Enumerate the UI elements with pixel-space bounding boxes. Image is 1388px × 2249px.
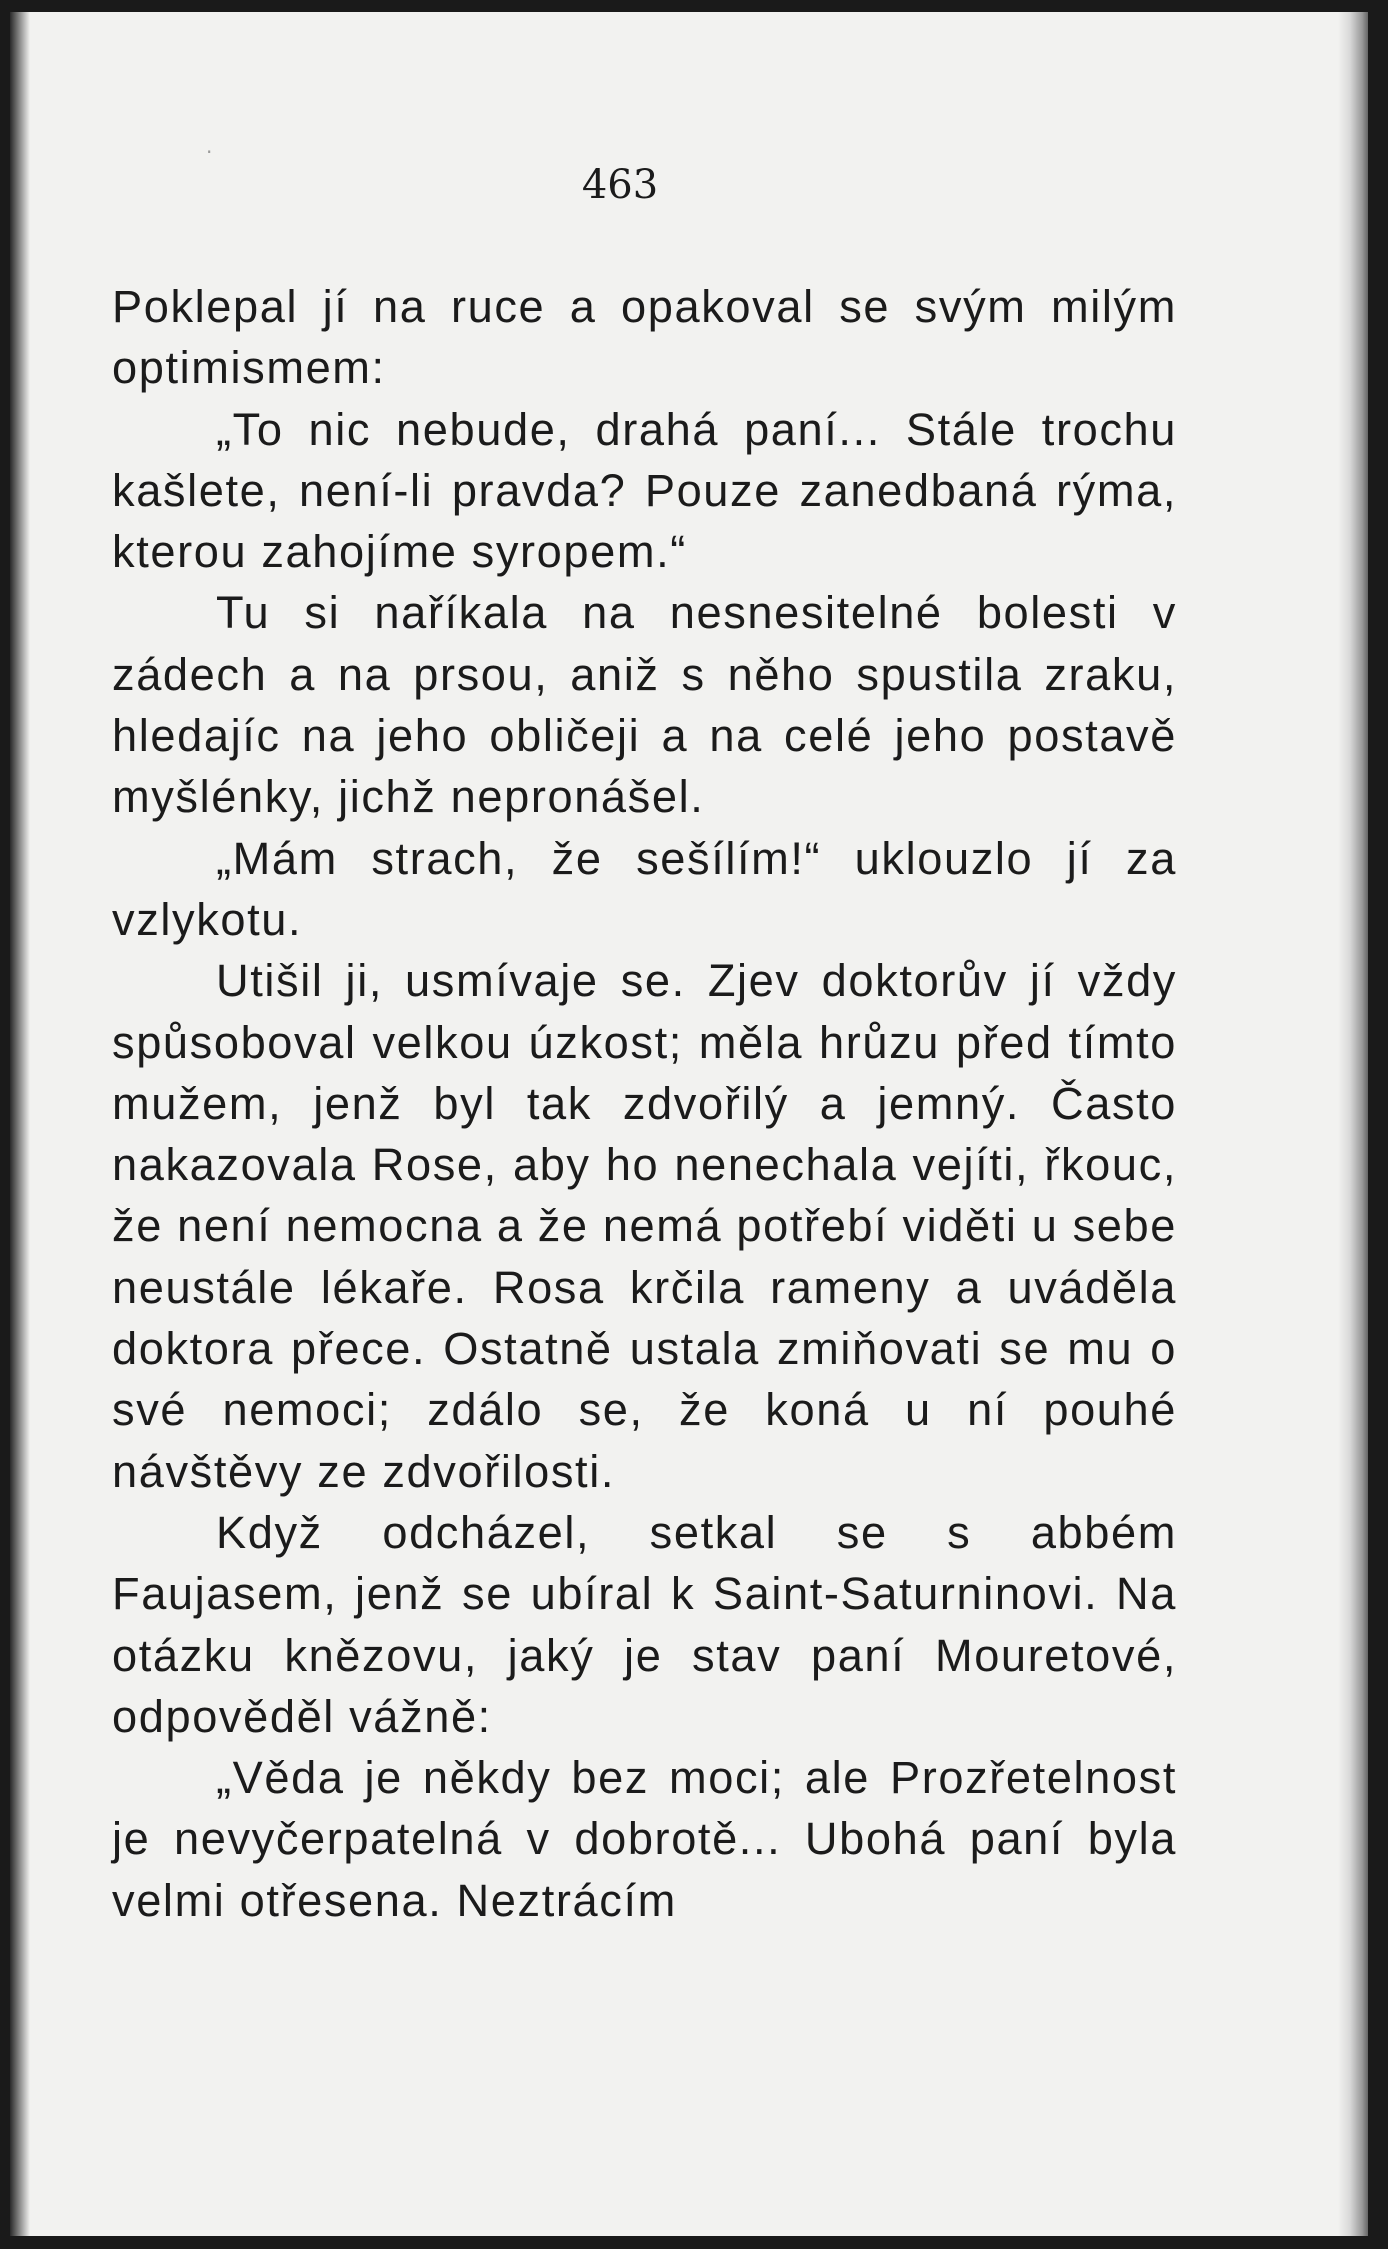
page-binding-shadow — [10, 12, 30, 2236]
paragraph: Poklepal jí na ruce a opakoval se svým milým optimismem: — [112, 281, 1177, 394]
page-edge-shadow — [1338, 12, 1368, 2236]
page-number: 463 — [581, 162, 659, 208]
paragraph: Když odcházel, setkal se s abbém Faujasem, jenž se ubíral k Saint-Saturninovi. Na otázku knězovu, jaký je stav paní Mouretové, odpověděl vážně: — [112, 1506, 1177, 1742]
body-text — [112, 276, 1177, 1931]
book-page — [10, 12, 1368, 2236]
paragraph: Tu si naříkala na nesnesitelné bolesti v zádech a na prsou, aniž s něho spustila zraku, hledajíc na jeho obličeji a na celé jeho postavě myšlénky, jichž nepronášel. — [112, 587, 1177, 823]
scan-speck: · — [206, 140, 213, 164]
paragraph: „Mám strach, že sešílím!“ uklouzlo jí za vzlykotu. — [112, 832, 1177, 945]
paragraph: „Věda je někdy bez moci; ale Prozřetelnost je nevyčerpatelná v dobrotě... Ubohá paní byla velmi otřesena. Neztrácím — [112, 1752, 1177, 1926]
paragraph: „To nic nebude, drahá paní... Stále trochu kašlete, není-li pravda? Pouze zanedbaná rýma, kterou zahojíme syropem.“ — [112, 403, 1177, 578]
paragraph: Utišil ji, usmívaje se. Zjev doktorův jí vždy spůsoboval velkou úzkost; měla hrůzu před tímto mužem, jenž byl tak zdvořilý a jemný. Často nakazovala Rose, aby ho nenechala vejíti, řkouc, že není nemocna a že nemá potřebí viděti u sebe neustále lékaře. Rosa krčila rameny a uváděla doktora přece. Ostatně ustala zmiňovati se mu o své nemoci; zdálo se, že koná u ní pouhé návštěvy ze zdvořilosti. — [112, 955, 1177, 1497]
